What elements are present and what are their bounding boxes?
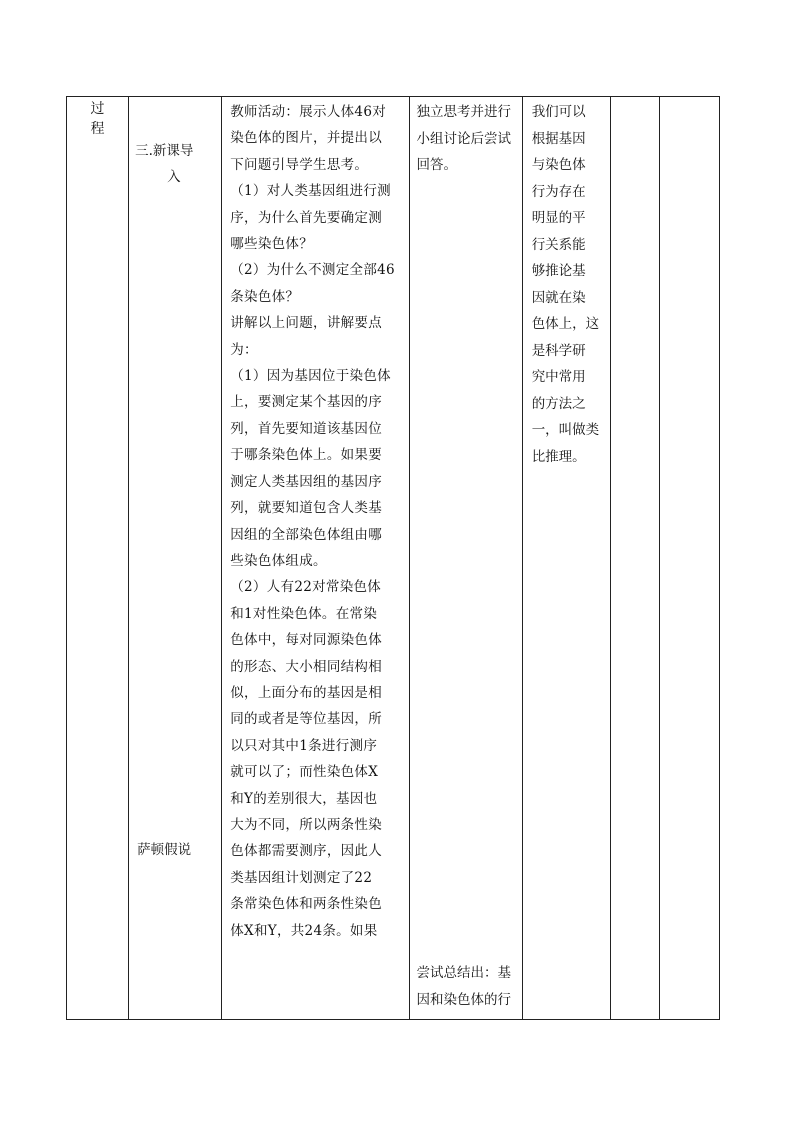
hypothesis-label: 萨顿假说 [137,842,192,858]
student-activity-cell [409,97,522,1020]
section-cell [129,97,222,1020]
student-text-line: 尝试总结出：基 [416,965,512,981]
student-text-line: 独立思考并进行 [416,104,512,120]
teacher-text-line: 色体中，每对同源染色体 [230,632,383,649]
teacher-text-line: 体X和Y，共24条。如果 [230,922,378,939]
teacher-activity-cell [222,97,409,1020]
design-intent-text [532,99,608,470]
teacher-text-line: 同的或者是等位基因，所 [230,711,383,728]
lesson-plan-table [66,96,720,1020]
teacher-text-line: 为： [230,341,258,358]
teacher-text-line: 色体都需要测序，因此人 [230,843,383,860]
empty-cell [659,97,719,1020]
teacher-text-line: 就可以了；而性染色体X [230,764,379,781]
teacher-activity-text [230,99,402,944]
stage-label: 过 程 [90,101,105,137]
intent-text-line: 是科学研 [531,342,586,359]
intent-text-line: 与染色体 [531,157,586,173]
teacher-text-line: 序，为什么首先要确定测 [230,209,383,226]
table-row [67,97,720,1020]
teacher-text-line: 染色体的图片，并提出以 [230,130,383,147]
teacher-text-line: 似，上面分布的基因是相 [230,684,383,701]
student-summary-text [417,960,521,1013]
intent-text-line: 一，叫做类 [531,422,600,438]
student-text-line: 因和染色体的行 [416,991,512,1008]
teacher-text-line: 上，要测定某个基因的序 [230,394,383,411]
intent-text-line: 比推理。 [531,448,586,465]
intent-text-line: 的方法之 [531,395,586,412]
teacher-text-line: 的形态、大小相同结构相 [230,658,383,675]
teacher-text-line: 些染色体组成。 [230,552,327,569]
teacher-text-line: 类基因组计划测定了22 [230,869,373,886]
teacher-text-line: 和Y的差别很大，基因也 [230,790,378,807]
intent-text-line: 色体上，这 [531,316,600,332]
intent-text-line: 我们可以 [531,104,586,120]
teacher-text-line: 于哪条染色体上。如果要 [230,447,383,464]
teacher-text-line: 因组的全部染色体组由哪 [230,526,383,543]
teacher-text-line: 条染色体？ [230,288,300,305]
student-text-line: 小组讨论后尝试 [416,130,512,147]
intent-text-line: 究中常用 [531,369,586,385]
intent-text-line: 明显的平 [531,210,586,226]
teacher-text-line: 列，首先要知道该基因位 [230,420,383,437]
teacher-text-line: （2）为什么不测定全部46 [230,262,395,279]
intent-text-line: 根据基因 [531,130,586,147]
teacher-text-line: 列，就要知道包含人类基 [230,500,383,517]
intent-text-line: 行关系能 [531,236,586,253]
teacher-text-line: 测定人类基因组的基因序 [230,473,383,490]
stage-cell [67,97,129,1020]
teacher-text-line: 和1对性染色体。在常染 [230,605,378,622]
teacher-text-line: 教师活动：展示人体46对 [230,104,387,120]
teacher-text-line: 以只对其中1条进行测序 [230,737,378,754]
teacher-text-line: （2）人有22对常染色体 [230,579,382,596]
teacher-text-line: 大为不同，所以两条性染 [230,816,383,833]
intent-text-line: 行为存在 [531,183,586,200]
teacher-text-line: （1）对人类基因组进行测 [230,183,391,200]
teacher-text-line: 哪些染色体？ [230,236,314,253]
student-text-line: 回答。 [416,157,458,173]
teacher-text-line: 讲解以上问题，讲解要点 [230,315,383,332]
section-title: 三.新课导 入 [135,143,194,185]
teacher-text-line: 条常染色体和两条性染色 [230,896,383,913]
design-intent-cell [522,97,610,1020]
teacher-text-line: （1）因为基因位于染色体 [230,368,391,385]
intent-text-line: 够推论基 [531,263,586,279]
teacher-text-line: 下问题引导学生思考。 [230,156,369,173]
empty-cell [610,97,659,1020]
student-activity-text [417,99,521,179]
intent-text-line: 因就在染 [531,289,586,306]
